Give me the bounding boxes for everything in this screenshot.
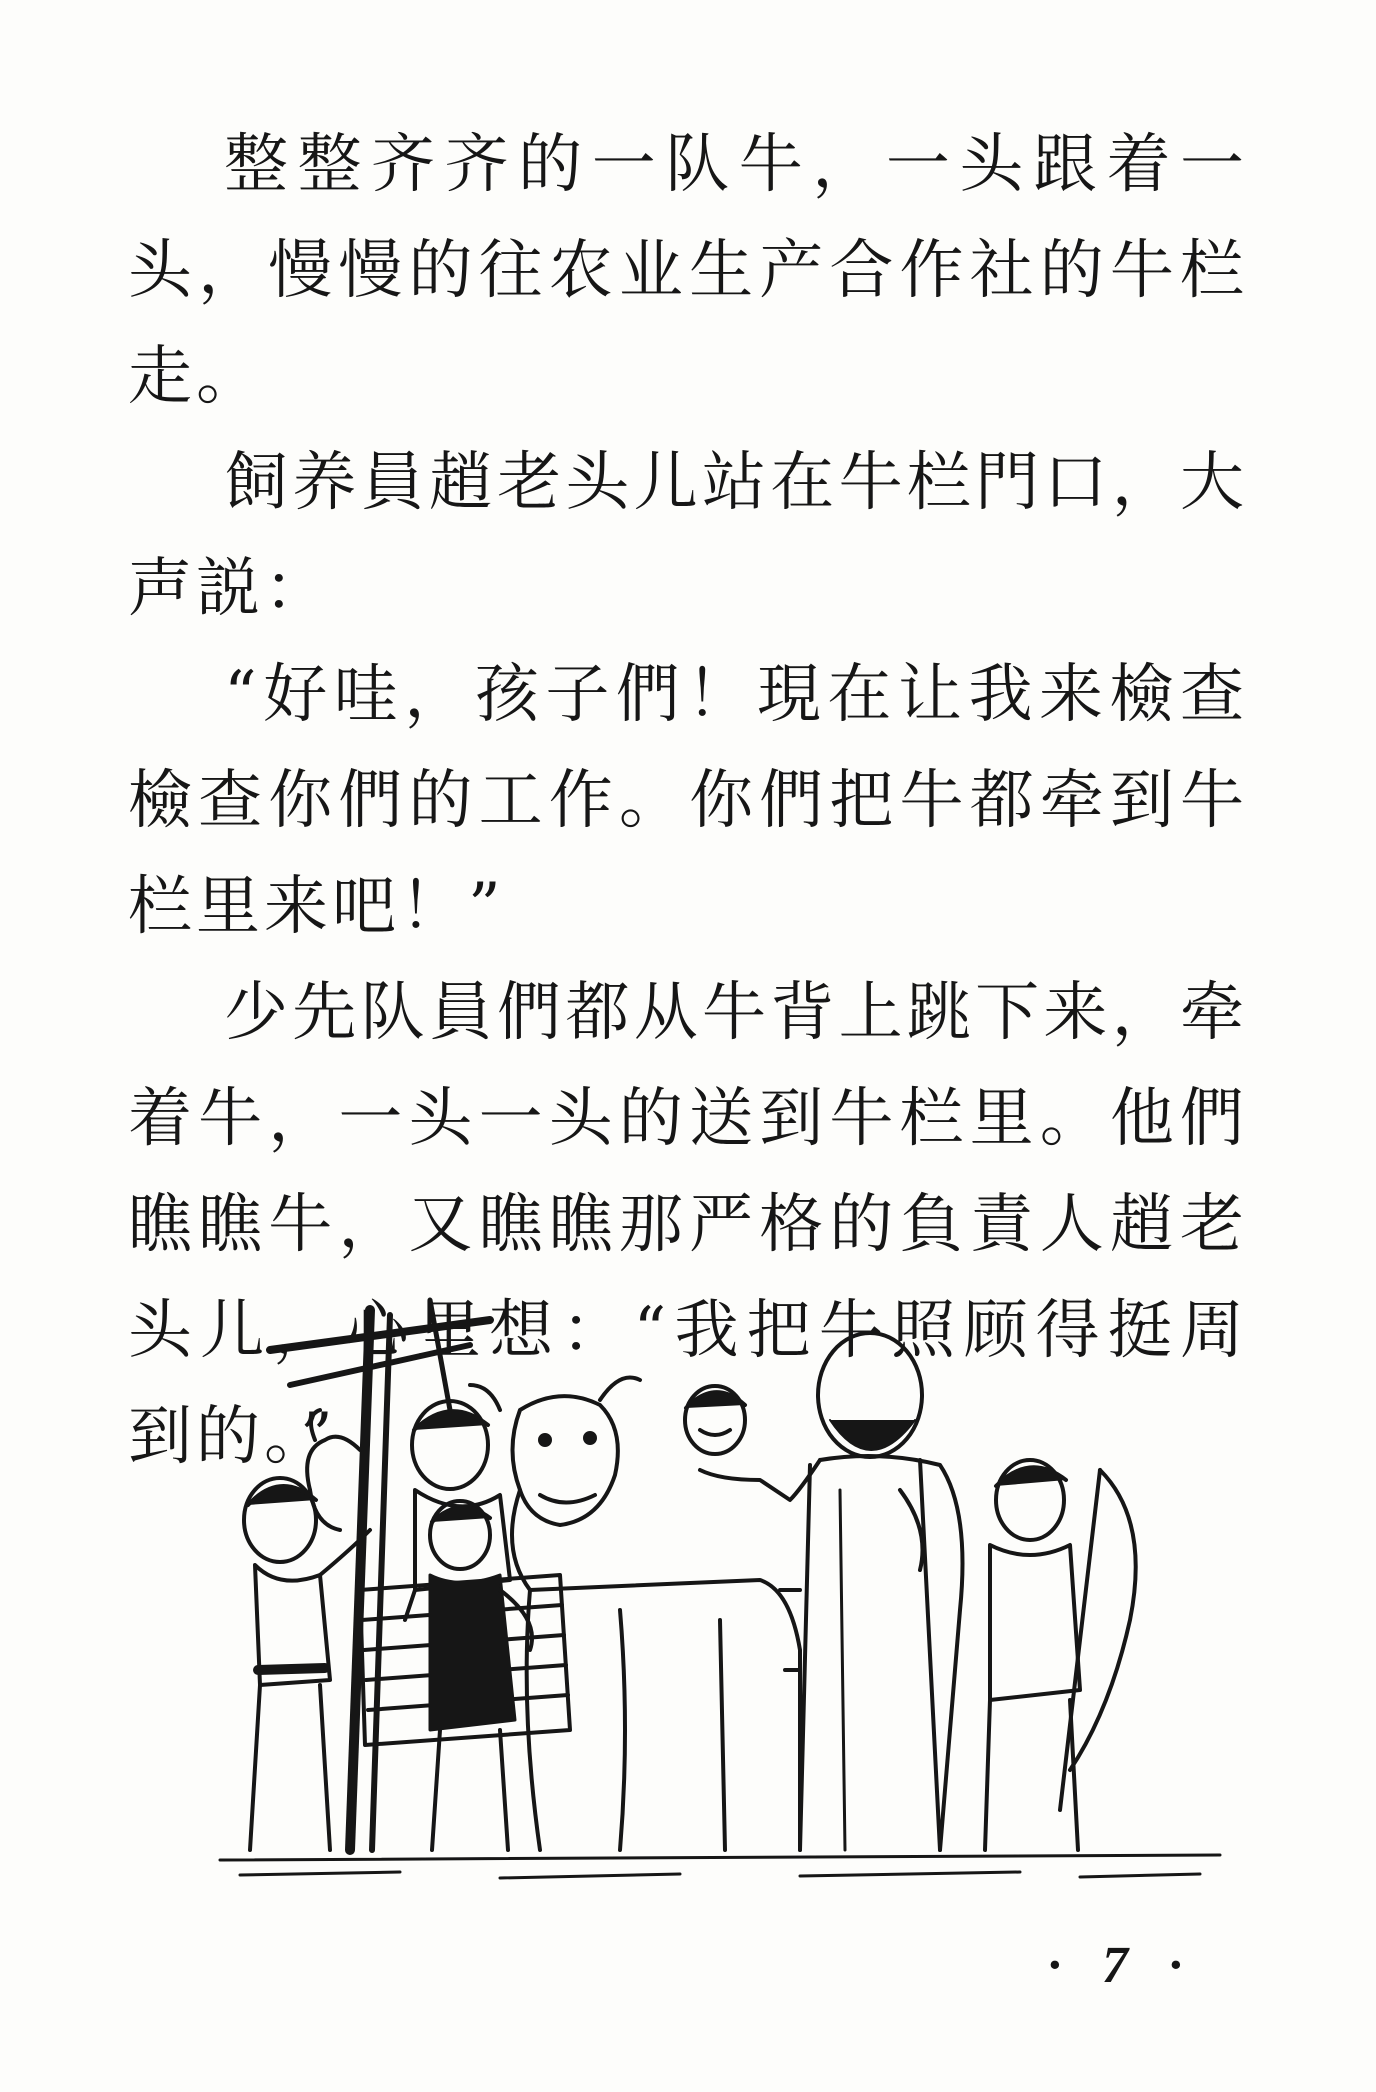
page-number: · 7 ·: [1048, 1937, 1196, 1994]
ground: [220, 1855, 1220, 1878]
boy-right-with-whip: [985, 1460, 1136, 1850]
paragraph-3: “好哇，孩子們！現在让我来檢查檢查你們的工作。你們把牛都牵到牛栏里来吧！”: [128, 658, 1248, 944]
paragraph-1: 整整齐齐的一队牛，一头跟着一头，慢慢的往农业生产合作社的牛栏走。: [128, 128, 1248, 414]
illustration-old-man-children-cows: [200, 1290, 1250, 1890]
old-man: [700, 1333, 963, 1850]
boy-peeking: [685, 1386, 745, 1454]
boy-small-front: [430, 1501, 532, 1850]
wooden-post: [270, 1300, 490, 1850]
story-text: [128, 112, 1248, 1490]
paragraph-4: 少先队員們都从牛背上跳下来，牵着牛，一头一头的送到牛栏里。他們瞧瞧牛，又瞧瞧那严格的負責人趙老头儿，心里想：“我把牛照顾得挺周到的。”: [128, 976, 1248, 1474]
paragraph-2: 飼养員趙老头儿站在牛栏門口，大声説：: [128, 446, 1248, 626]
cow-center: [470, 1378, 800, 1851]
